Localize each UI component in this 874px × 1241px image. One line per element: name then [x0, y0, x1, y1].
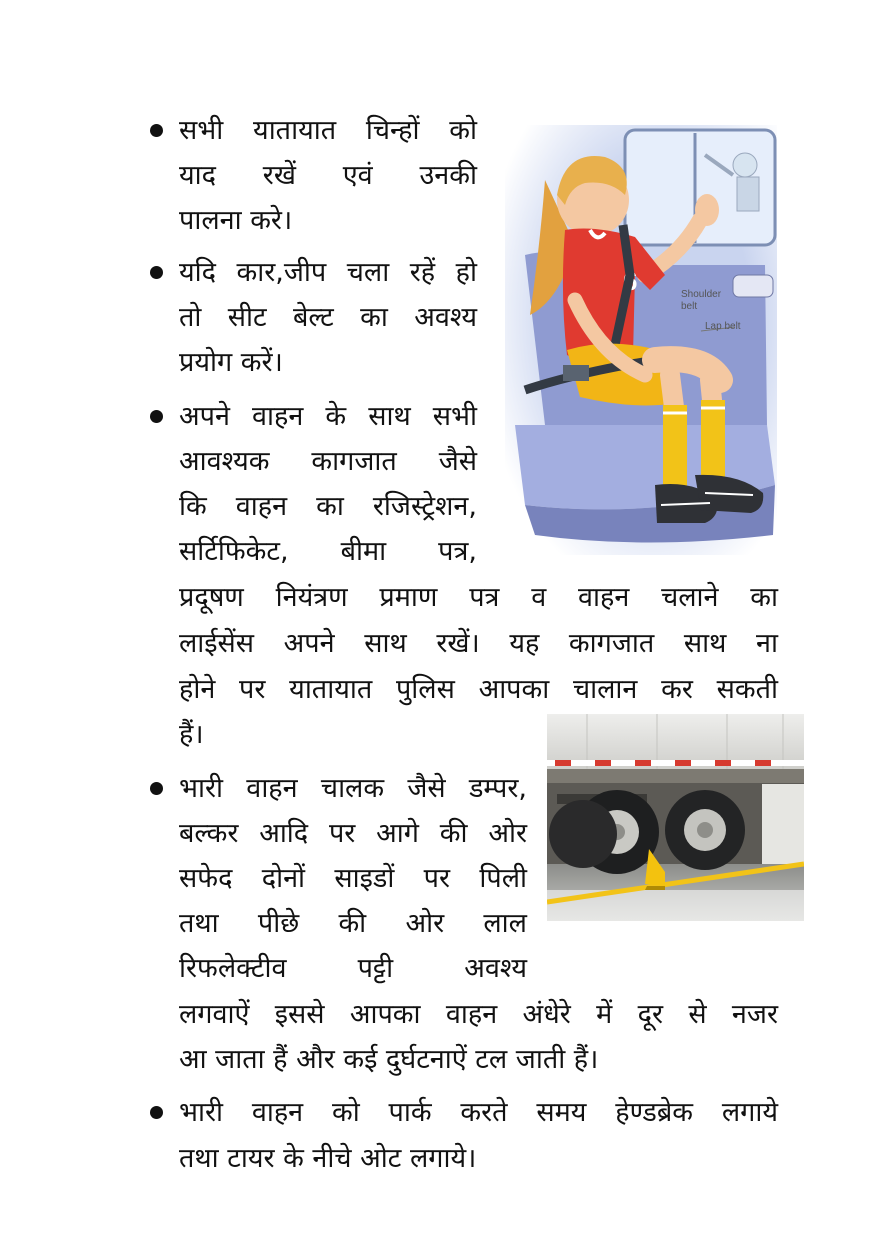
bullet-5-line-1: भारी वाहन को पार्क करते समय हेण्डब्रेक लगाये	[179, 1097, 778, 1128]
seatbelt-illustration-svg	[505, 125, 777, 555]
jersey-number: 6	[623, 266, 638, 296]
bullet-marker	[150, 266, 163, 279]
bullet-4-line-6: लगवाऐं इससे आपका वाहन अंधेरे में दूर से नजर	[179, 999, 778, 1030]
bullet-3-line-6: लाईसेंस अपने साथ रखें। यह कागजात साथ ना	[179, 628, 778, 659]
bullet-3-line-2: आवश्यक कागजात जैसे	[179, 446, 477, 477]
bullet-3-line-3: कि वाहन का रजिस्ट्रेशन,	[179, 491, 477, 522]
shoulder-belt-caption-line1: Shoulder	[681, 289, 722, 300]
bullet-1-line-2: याद रखें एवं उनकी	[179, 160, 477, 191]
bullet-marker	[150, 1106, 163, 1119]
bullet-3-line-1: अपने वाहन के साथ सभी	[179, 401, 477, 432]
truck-chock-svg	[547, 714, 804, 921]
bullet-4-line-2: बल्कर आदि पर आगे की ओर	[179, 818, 527, 849]
truck-chock-photo	[547, 714, 804, 921]
lap-belt-caption: Lap belt	[705, 321, 741, 332]
bullet-2-line-1: यदि कार,जीप चला रहें हो	[179, 257, 477, 288]
bullet-4-line-4: तथा पीछे की ओर लाल	[179, 908, 527, 939]
bullet-1-line-1: सभी यातायात चिन्हों को	[179, 115, 477, 146]
bullet-4-line-7: आ जाता हैं और कई दुर्घटनाऐं टल जाती हैं।	[179, 1044, 599, 1075]
seatbelt-illustration	[505, 125, 777, 555]
bullet-3-line-5: प्रदूषण नियंत्रण प्रमाण पत्र व वाहन चलाने का	[179, 582, 778, 613]
bullet-3-line-8: हैं।	[179, 719, 204, 750]
bullet-4-line-3: सफेद दोनों साइडों पर पिली	[179, 863, 527, 894]
bullet-3-line-4: सर्टिफिकेट, बीमा पत्र,	[179, 536, 477, 567]
bullet-1-line-3: पालना करे।	[179, 205, 293, 236]
bullet-marker	[150, 410, 163, 423]
shoulder-belt-caption-line2: belt	[681, 301, 698, 312]
bullet-marker	[150, 782, 163, 795]
bullet-marker	[150, 124, 163, 137]
bullet-2-line-2: तो सीट बेल्ट का अवश्य	[179, 302, 477, 333]
bullet-4-line-5: रिफलेक्टीव पट्टी अवश्य	[179, 953, 527, 984]
bullet-4-line-1: भारी वाहन चालक जैसे डम्पर,	[179, 773, 527, 804]
bullet-5-line-2: तथा टायर के नीचे ओट लगाये।	[179, 1143, 477, 1174]
bullet-2-line-3: प्रयोग करें।	[179, 347, 283, 378]
bullet-3-line-7: होने पर यातायात पुलिस आपका चालान कर सकती	[179, 674, 778, 705]
